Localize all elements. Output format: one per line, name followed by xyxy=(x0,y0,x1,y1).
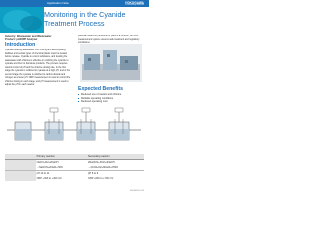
benefit-item: Reliable operating conditions xyxy=(78,97,144,101)
hero-photo xyxy=(0,7,44,33)
table-header-cell: Secondary reaction xyxy=(87,154,144,160)
introduction-heading: Introduction xyxy=(5,42,36,48)
page-title xyxy=(44,11,146,28)
header-bar xyxy=(0,0,149,7)
table-cell: 2NaOCN+3Cl2+4NaOH xyxy=(88,160,115,164)
benefit-item: Reduced use of caustic and chlorine xyxy=(78,93,144,97)
table-cell: pH 8 to 9 xyxy=(87,171,144,177)
product-line: Product: pH/ORP Analyzer xyxy=(5,38,38,42)
right-column-text: potential hazard to personnel or plant is a concern; an ORP measurement system ensures safe treatment and regulatory compliance. xyxy=(78,35,140,43)
hero-banner xyxy=(0,7,149,33)
table-header-cell: Primary reaction xyxy=(36,154,87,160)
document-page xyxy=(0,0,149,198)
table-cell: →NaOCN+2NaCl+H2O xyxy=(36,165,63,169)
table-cell: →2CO2+N2+6NaCl+2H2O xyxy=(88,165,119,169)
brand-tagline: Co-innovating tomorrow xyxy=(124,4,144,6)
page-title-line-2: Treatment Process xyxy=(44,18,105,28)
plant-photo xyxy=(80,44,142,82)
table-row xyxy=(5,176,144,181)
table-cell: ORP +600 to +700 mV xyxy=(88,176,114,180)
table-cell: pH 10 to 11 xyxy=(36,171,87,177)
document-number: AN10B01K01-01E xyxy=(130,190,144,192)
industry-line: Industry: Wastewater and Wastewater xyxy=(5,35,52,38)
reaction-table xyxy=(5,154,144,181)
table-cell: NaCN+Cl2+2NaOH xyxy=(36,160,59,164)
benefit-item: Reduced operating cost xyxy=(78,100,144,104)
expected-benefits-heading: Expected Benefits xyxy=(78,86,123,92)
process-diagram xyxy=(5,106,144,152)
document-type-label: Application Note xyxy=(47,1,69,5)
table-cell: ORP +300 to +400 mV xyxy=(36,176,62,180)
introduction-text: Cyanide-bearing wastewater from mining and electroplating facilities and certain types of chemical plants must be treated before release. Cyanide is a toxic substance, and treating the wastewater with chlorine is effective in oxidizing the cyanide to cyanate and then to harmless products. The process requires careful control of pH and the chlorine dosing rate. In the first stage the cyanide is oxidized to cyanate at a high pH, and in the second stage the cyanate is oxidized to carbon dioxide and nitrogen at a lower pH. ORP measurement is used to control the chlorine dosing in each stage, and pH measurement is used to adjust the pH in each reactor. xyxy=(5,49,71,86)
table-cell xyxy=(5,176,36,181)
document-meta xyxy=(5,35,72,41)
page-title-line-1: Monitoring in the Cyanide xyxy=(44,10,126,19)
brand-logo: YOKOGAWA xyxy=(124,0,144,5)
benefits-list xyxy=(78,93,144,104)
